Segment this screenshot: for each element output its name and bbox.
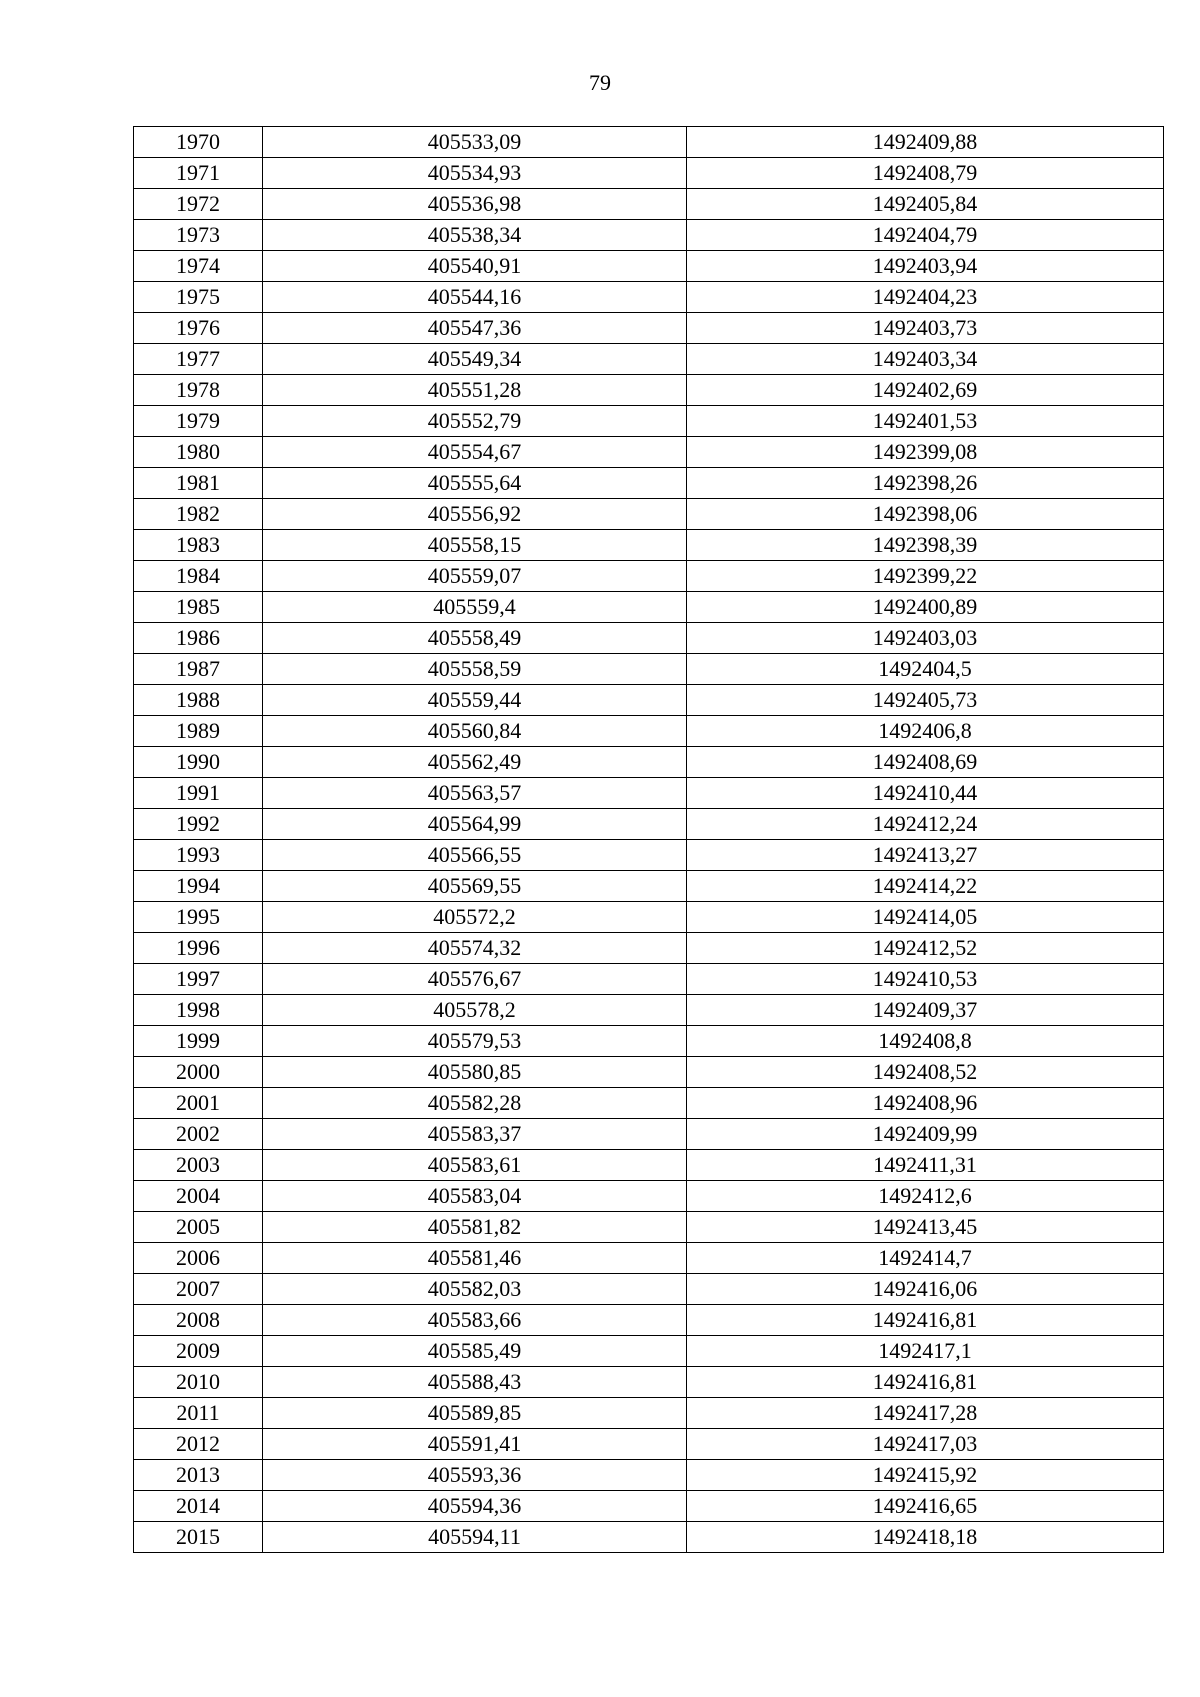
table-row xyxy=(134,158,1164,189)
year-cell: 1995 xyxy=(134,902,263,933)
year-cell: 2003 xyxy=(134,1150,263,1181)
x-coordinate-cell: 405547,36 xyxy=(263,313,687,344)
x-coordinate-cell: 405534,93 xyxy=(263,158,687,189)
x-coordinate-cell: 405591,41 xyxy=(263,1429,687,1460)
year-cell: 1981 xyxy=(134,468,263,499)
year-cell: 1979 xyxy=(134,406,263,437)
table-row xyxy=(134,1460,1164,1491)
x-coordinate-cell: 405594,11 xyxy=(263,1522,687,1553)
x-coordinate-cell: 405583,66 xyxy=(263,1305,687,1336)
y-coordinate-cell: 1492405,84 xyxy=(687,189,1164,220)
y-coordinate-cell: 1492408,96 xyxy=(687,1088,1164,1119)
table-row xyxy=(134,871,1164,902)
table-row xyxy=(134,1057,1164,1088)
year-cell: 1994 xyxy=(134,871,263,902)
table-row xyxy=(134,1367,1164,1398)
year-cell: 1975 xyxy=(134,282,263,313)
year-cell: 1970 xyxy=(134,127,263,158)
year-cell: 2014 xyxy=(134,1491,263,1522)
x-coordinate-cell: 405562,49 xyxy=(263,747,687,778)
table-row xyxy=(134,1181,1164,1212)
year-cell: 1972 xyxy=(134,189,263,220)
table-row xyxy=(134,468,1164,499)
y-coordinate-cell: 1492416,65 xyxy=(687,1491,1164,1522)
y-coordinate-cell: 1492409,37 xyxy=(687,995,1164,1026)
y-coordinate-cell: 1492399,22 xyxy=(687,561,1164,592)
x-coordinate-cell: 405580,85 xyxy=(263,1057,687,1088)
year-cell: 2002 xyxy=(134,1119,263,1150)
year-cell: 1989 xyxy=(134,716,263,747)
y-coordinate-cell: 1492410,53 xyxy=(687,964,1164,995)
year-cell: 2015 xyxy=(134,1522,263,1553)
y-coordinate-cell: 1492412,6 xyxy=(687,1181,1164,1212)
x-coordinate-cell: 405555,64 xyxy=(263,468,687,499)
y-coordinate-cell: 1492398,06 xyxy=(687,499,1164,530)
table-row xyxy=(134,654,1164,685)
table-row xyxy=(134,1429,1164,1460)
x-coordinate-cell: 405533,09 xyxy=(263,127,687,158)
table-row xyxy=(134,406,1164,437)
table-row xyxy=(134,592,1164,623)
y-coordinate-cell: 1492402,69 xyxy=(687,375,1164,406)
y-coordinate-cell: 1492412,24 xyxy=(687,809,1164,840)
year-cell: 1983 xyxy=(134,530,263,561)
year-cell: 1997 xyxy=(134,964,263,995)
y-coordinate-cell: 1492408,52 xyxy=(687,1057,1164,1088)
y-coordinate-cell: 1492403,94 xyxy=(687,251,1164,282)
x-coordinate-cell: 405576,67 xyxy=(263,964,687,995)
table-row xyxy=(134,1119,1164,1150)
x-coordinate-cell: 405551,28 xyxy=(263,375,687,406)
year-cell: 1990 xyxy=(134,747,263,778)
x-coordinate-cell: 405574,32 xyxy=(263,933,687,964)
y-coordinate-cell: 1492415,92 xyxy=(687,1460,1164,1491)
year-cell: 2005 xyxy=(134,1212,263,1243)
x-coordinate-cell: 405569,55 xyxy=(263,871,687,902)
table-row xyxy=(134,344,1164,375)
x-coordinate-cell: 405544,16 xyxy=(263,282,687,313)
table-row xyxy=(134,1491,1164,1522)
y-coordinate-cell: 1492408,8 xyxy=(687,1026,1164,1057)
table-row xyxy=(134,251,1164,282)
table-row xyxy=(134,1150,1164,1181)
table-row xyxy=(134,499,1164,530)
y-coordinate-cell: 1492401,53 xyxy=(687,406,1164,437)
y-coordinate-cell: 1492416,06 xyxy=(687,1274,1164,1305)
y-coordinate-cell: 1492406,8 xyxy=(687,716,1164,747)
table-row xyxy=(134,778,1164,809)
page-number: 79 xyxy=(589,70,611,95)
y-coordinate-cell: 1492399,08 xyxy=(687,437,1164,468)
year-cell: 2012 xyxy=(134,1429,263,1460)
year-cell: 1986 xyxy=(134,623,263,654)
table-row xyxy=(134,716,1164,747)
table-row xyxy=(134,1088,1164,1119)
y-coordinate-cell: 1492409,99 xyxy=(687,1119,1164,1150)
y-coordinate-cell: 1492417,03 xyxy=(687,1429,1164,1460)
y-coordinate-cell: 1492411,31 xyxy=(687,1150,1164,1181)
year-cell: 1993 xyxy=(134,840,263,871)
x-coordinate-cell: 405564,99 xyxy=(263,809,687,840)
y-coordinate-cell: 1492398,26 xyxy=(687,468,1164,499)
x-coordinate-cell: 405572,2 xyxy=(263,902,687,933)
table-row xyxy=(134,840,1164,871)
x-coordinate-cell: 405582,28 xyxy=(263,1088,687,1119)
x-coordinate-cell: 405579,53 xyxy=(263,1026,687,1057)
y-coordinate-cell: 1492408,69 xyxy=(687,747,1164,778)
year-cell: 2000 xyxy=(134,1057,263,1088)
x-coordinate-cell: 405566,55 xyxy=(263,840,687,871)
x-coordinate-cell: 405563,57 xyxy=(263,778,687,809)
coordinates-table xyxy=(133,126,1164,1553)
table-row xyxy=(134,127,1164,158)
table-row xyxy=(134,1026,1164,1057)
table-row xyxy=(134,964,1164,995)
x-coordinate-cell: 405588,43 xyxy=(263,1367,687,1398)
table-body xyxy=(134,127,1164,1553)
x-coordinate-cell: 405559,44 xyxy=(263,685,687,716)
y-coordinate-cell: 1492404,79 xyxy=(687,220,1164,251)
x-coordinate-cell: 405581,46 xyxy=(263,1243,687,1274)
y-coordinate-cell: 1492418,18 xyxy=(687,1522,1164,1553)
year-cell: 1984 xyxy=(134,561,263,592)
y-coordinate-cell: 1492405,73 xyxy=(687,685,1164,716)
x-coordinate-cell: 405538,34 xyxy=(263,220,687,251)
year-cell: 1988 xyxy=(134,685,263,716)
year-cell: 1991 xyxy=(134,778,263,809)
x-coordinate-cell: 405536,98 xyxy=(263,189,687,220)
y-coordinate-cell: 1492404,23 xyxy=(687,282,1164,313)
y-coordinate-cell: 1492409,88 xyxy=(687,127,1164,158)
y-coordinate-cell: 1492414,05 xyxy=(687,902,1164,933)
table-row xyxy=(134,1305,1164,1336)
table-row xyxy=(134,995,1164,1026)
year-cell: 2008 xyxy=(134,1305,263,1336)
year-cell: 2011 xyxy=(134,1398,263,1429)
table-row xyxy=(134,1243,1164,1274)
y-coordinate-cell: 1492414,22 xyxy=(687,871,1164,902)
table-row xyxy=(134,313,1164,344)
year-cell: 1996 xyxy=(134,933,263,964)
y-coordinate-cell: 1492416,81 xyxy=(687,1305,1164,1336)
y-coordinate-cell: 1492412,52 xyxy=(687,933,1164,964)
x-coordinate-cell: 405594,36 xyxy=(263,1491,687,1522)
y-coordinate-cell: 1492416,81 xyxy=(687,1367,1164,1398)
table-row xyxy=(134,375,1164,406)
y-coordinate-cell: 1492403,03 xyxy=(687,623,1164,654)
x-coordinate-cell: 405582,03 xyxy=(263,1274,687,1305)
x-coordinate-cell: 405583,04 xyxy=(263,1181,687,1212)
x-coordinate-cell: 405589,85 xyxy=(263,1398,687,1429)
year-cell: 1978 xyxy=(134,375,263,406)
year-cell: 1999 xyxy=(134,1026,263,1057)
year-cell: 1971 xyxy=(134,158,263,189)
y-coordinate-cell: 1492413,27 xyxy=(687,840,1164,871)
table-row xyxy=(134,902,1164,933)
year-cell: 2006 xyxy=(134,1243,263,1274)
year-cell: 1976 xyxy=(134,313,263,344)
x-coordinate-cell: 405558,59 xyxy=(263,654,687,685)
y-coordinate-cell: 1492403,34 xyxy=(687,344,1164,375)
y-coordinate-cell: 1492400,89 xyxy=(687,592,1164,623)
table-row xyxy=(134,933,1164,964)
x-coordinate-cell: 405585,49 xyxy=(263,1336,687,1367)
year-cell: 1974 xyxy=(134,251,263,282)
year-cell: 2004 xyxy=(134,1181,263,1212)
y-coordinate-cell: 1492410,44 xyxy=(687,778,1164,809)
table-row xyxy=(134,561,1164,592)
x-coordinate-cell: 405560,84 xyxy=(263,716,687,747)
table-row xyxy=(134,1212,1164,1243)
table-row xyxy=(134,1336,1164,1367)
x-coordinate-cell: 405583,37 xyxy=(263,1119,687,1150)
year-cell: 2007 xyxy=(134,1274,263,1305)
table-row xyxy=(134,530,1164,561)
table-row xyxy=(134,1398,1164,1429)
table-row xyxy=(134,685,1164,716)
y-coordinate-cell: 1492398,39 xyxy=(687,530,1164,561)
x-coordinate-cell: 405558,15 xyxy=(263,530,687,561)
year-cell: 2001 xyxy=(134,1088,263,1119)
x-coordinate-cell: 405540,91 xyxy=(263,251,687,282)
table-row xyxy=(134,282,1164,313)
x-coordinate-cell: 405552,79 xyxy=(263,406,687,437)
x-coordinate-cell: 405593,36 xyxy=(263,1460,687,1491)
year-cell: 2010 xyxy=(134,1367,263,1398)
year-cell: 1985 xyxy=(134,592,263,623)
year-cell: 1973 xyxy=(134,220,263,251)
table-row xyxy=(134,437,1164,468)
year-cell: 1982 xyxy=(134,499,263,530)
table-row xyxy=(134,189,1164,220)
year-cell: 1977 xyxy=(134,344,263,375)
y-coordinate-cell: 1492417,1 xyxy=(687,1336,1164,1367)
x-coordinate-cell: 405578,2 xyxy=(263,995,687,1026)
table-row xyxy=(134,747,1164,778)
y-coordinate-cell: 1492408,79 xyxy=(687,158,1164,189)
year-cell: 2013 xyxy=(134,1460,263,1491)
x-coordinate-cell: 405559,07 xyxy=(263,561,687,592)
y-coordinate-cell: 1492413,45 xyxy=(687,1212,1164,1243)
table-row xyxy=(134,1522,1164,1553)
year-cell: 1992 xyxy=(134,809,263,840)
x-coordinate-cell: 405554,67 xyxy=(263,437,687,468)
x-coordinate-cell: 405583,61 xyxy=(263,1150,687,1181)
x-coordinate-cell: 405556,92 xyxy=(263,499,687,530)
year-cell: 1998 xyxy=(134,995,263,1026)
x-coordinate-cell: 405559,4 xyxy=(263,592,687,623)
year-cell: 1987 xyxy=(134,654,263,685)
year-cell: 2009 xyxy=(134,1336,263,1367)
x-coordinate-cell: 405558,49 xyxy=(263,623,687,654)
table-row xyxy=(134,623,1164,654)
table-row xyxy=(134,809,1164,840)
y-coordinate-cell: 1492414,7 xyxy=(687,1243,1164,1274)
table-row xyxy=(134,220,1164,251)
table-row xyxy=(134,1274,1164,1305)
y-coordinate-cell: 1492417,28 xyxy=(687,1398,1164,1429)
y-coordinate-cell: 1492404,5 xyxy=(687,654,1164,685)
y-coordinate-cell: 1492403,73 xyxy=(687,313,1164,344)
x-coordinate-cell: 405581,82 xyxy=(263,1212,687,1243)
x-coordinate-cell: 405549,34 xyxy=(263,344,687,375)
year-cell: 1980 xyxy=(134,437,263,468)
